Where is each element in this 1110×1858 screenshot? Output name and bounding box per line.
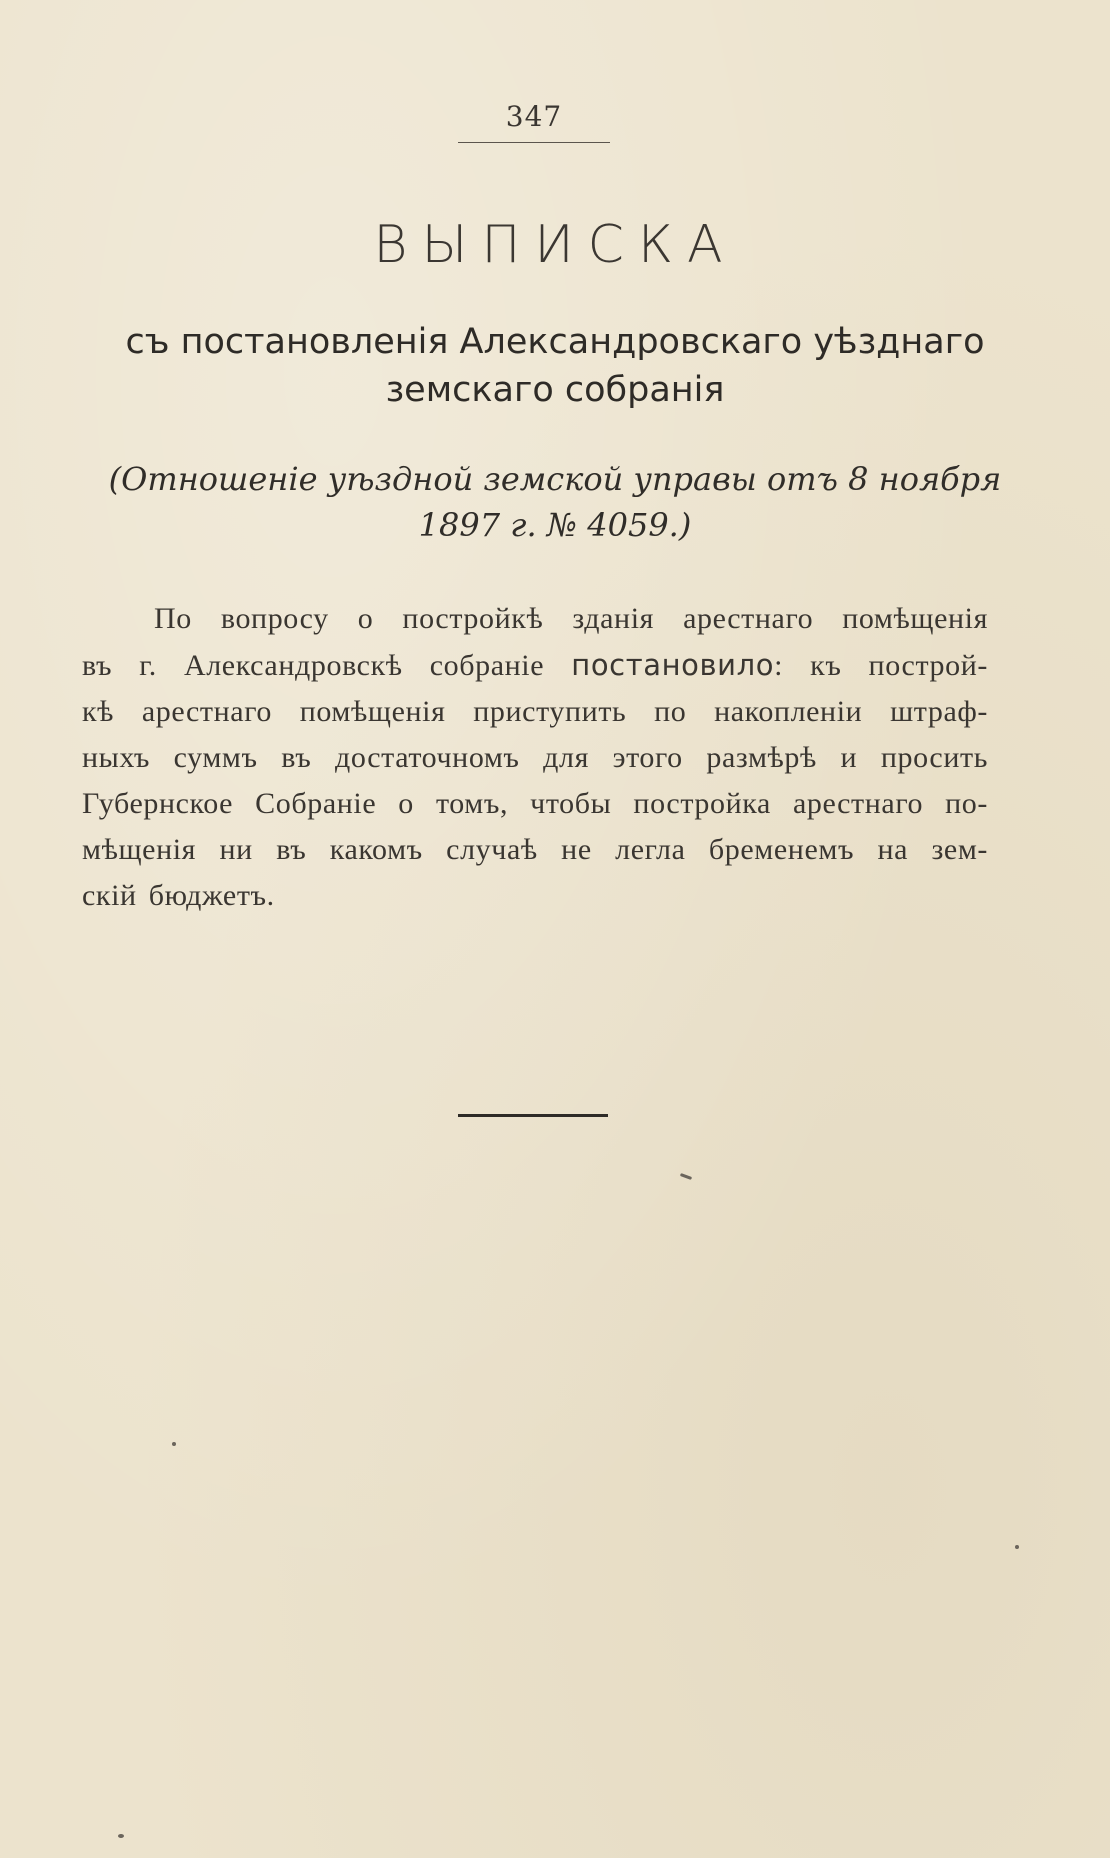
reference-note: [90, 456, 1020, 548]
subtitle-line-2: земскаго собранія: [385, 370, 725, 410]
body-paragraph: [82, 596, 988, 919]
body-line-5: Губернское Собраніе о томъ, чтобы постройка арестнаго по-: [82, 787, 988, 820]
note-line-1: (Отношеніе уѣздной земской управы отъ 8 ноября: [108, 460, 1002, 498]
body-emphasis-word: постановило: [571, 648, 775, 682]
page-number-rule: [458, 142, 610, 143]
note-line-2: 1897 г. № 4059.): [418, 506, 692, 544]
subtitle-line-1: съ постановленія Александровскаго уѣзднаго: [125, 322, 985, 362]
paper-speck: [172, 1442, 176, 1446]
document-title: ВЫПИСКА: [373, 215, 737, 275]
body-line-2-start: въ г. Александровскѣ собраніе: [82, 649, 572, 682]
body-line-3: кѣ арестнаго помѣщенія приступить по накопленіи штраф-: [82, 695, 988, 728]
body-line-6: мѣщенія ни въ какомъ случаѣ не легла бременемъ на зем-: [82, 833, 988, 866]
paper-speck: [118, 1834, 124, 1838]
body-line-7: скій бюджетъ.: [82, 879, 275, 912]
document-subtitle: [90, 318, 1020, 414]
page-number: 347: [505, 100, 563, 133]
body-line-2: [82, 642, 988, 689]
body-line-4: ныхъ суммъ въ достаточномъ для этого размѣрѣ и просить: [82, 741, 988, 774]
paper-speck: [680, 1173, 692, 1180]
end-rule: [458, 1114, 608, 1117]
body-line-1: По вопросу о постройкѣ зданія арестнаго помѣщенія: [154, 602, 988, 635]
body-line-2-end: : къ построй-: [774, 649, 988, 682]
paper-speck: [1015, 1545, 1019, 1549]
